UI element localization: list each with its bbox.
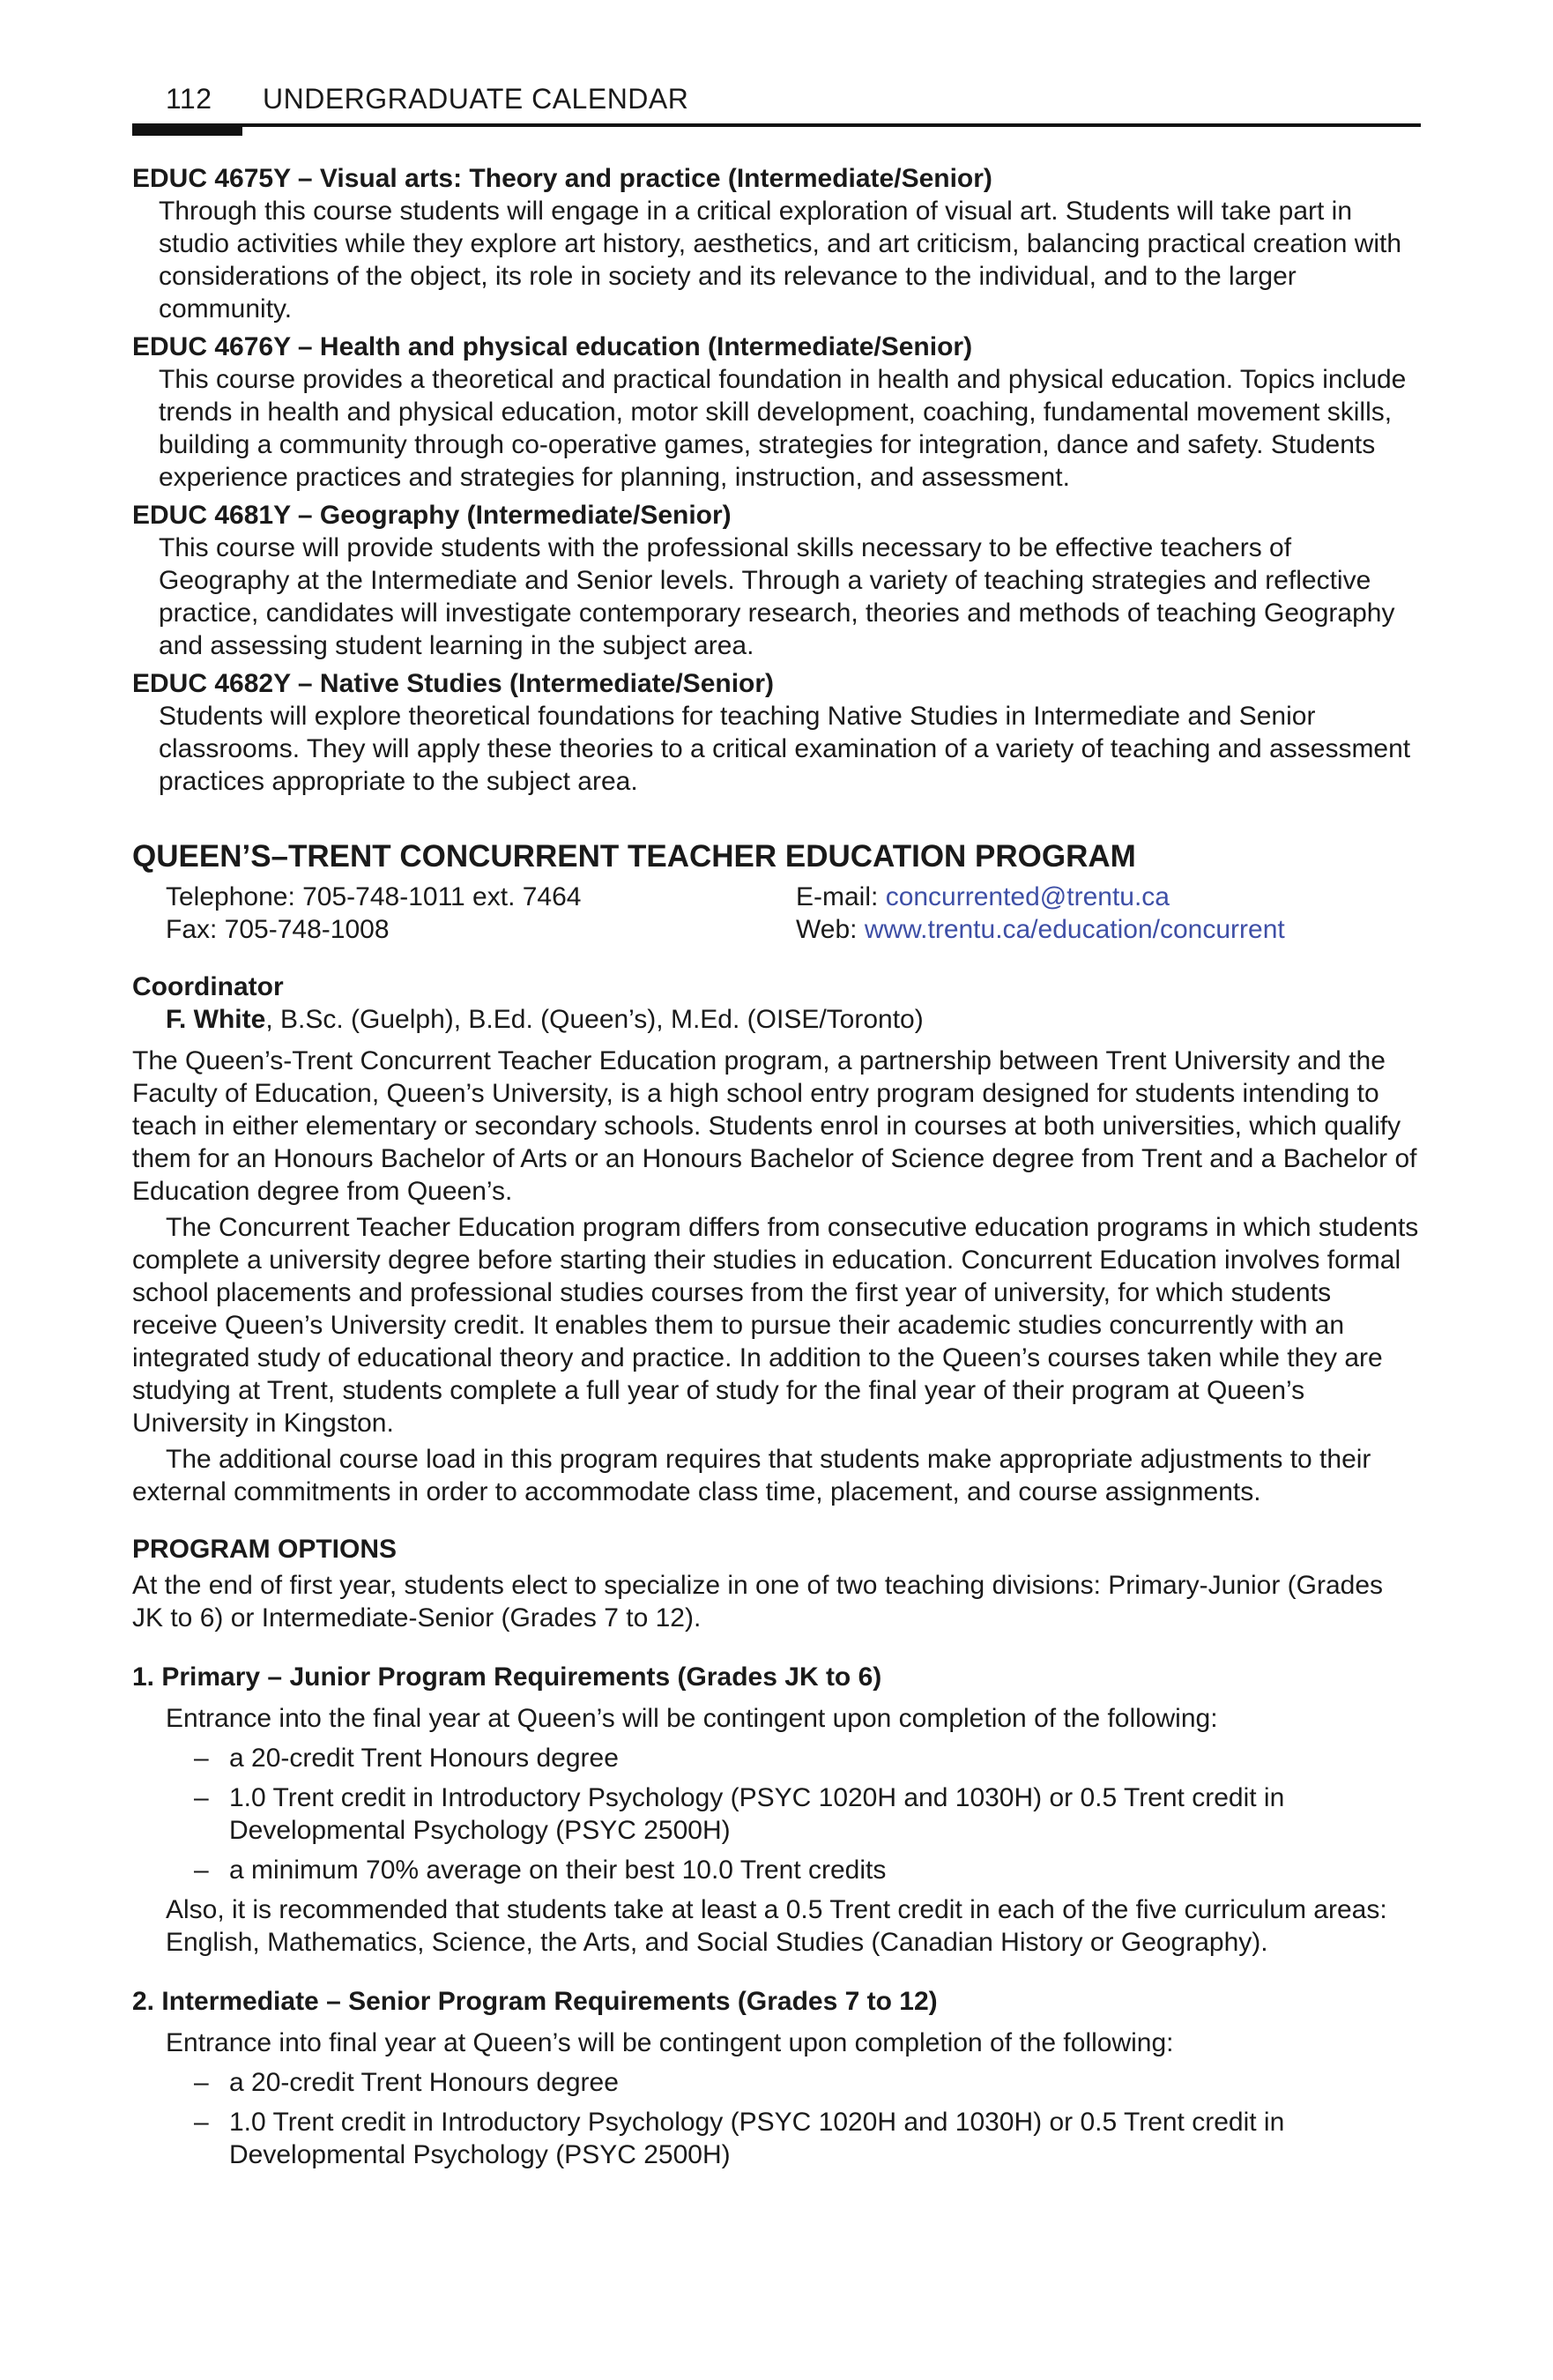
course-entry	[132, 499, 1421, 662]
dash-bullet: –	[194, 2068, 209, 2097]
program-paragraph: The additional course load in this program requires that students make appropriate adjustments to their external commitments in order to accommodate class time, placement, and course assignments.	[132, 1445, 1371, 1506]
course-description: This course will provide students with the professional skills necessary to be effective teachers of Geography at the Intermediate and Senior levels. Through a variety of teaching strategies and reflective practice, candidates will investigate contemporary research, theories and methods of teaching Geography and assessing student learning in the subject area.	[159, 533, 1395, 660]
list-item	[194, 2106, 1421, 2171]
course-title: EDUC 4682Y – Native Studies (Intermediate/Senior)	[132, 669, 775, 698]
primary-junior-intro: Entrance into the final year at Queen’s will be contingent upon completion of the following:	[166, 1704, 1218, 1733]
primary-junior-heading: 1. Primary – Junior Program Requirements (Grades JK to 6)	[132, 1662, 882, 1692]
program-options-heading: PROGRAM OPTIONS	[132, 1535, 398, 1564]
running-head-title: UNDERGRADUATE CALENDAR	[263, 83, 689, 115]
intermediate-senior-requirements	[132, 2066, 1421, 2171]
requirement-text: a minimum 70% average on their best 10.0 Trent credits	[229, 1856, 887, 1885]
course-description: This course provides a theoretical and practical foundation in health and physical education. Topics include trends in health and physical education, motor skill development, coaching, fundamental movement skills, building a community through co-operative games, strategies for integration, dance and safety. Students experience practices and strategies for planning, instruction, and assessment.	[159, 365, 1407, 492]
coordinator-credentials: , B.Sc. (Guelph), B.Ed. (Queen’s), M.Ed. (OISE/Toronto)	[265, 1005, 924, 1034]
program-heading: QUEEN’S–TRENT CONCURRENT TEACHER EDUCATION PROGRAM	[132, 839, 1136, 874]
list-item	[194, 1742, 1421, 1774]
course-description: Through this course students will engage in a critical exploration of visual art. Students will take part in studio activities while they explore art history, aesthetics, and art criticism, balancing practical creation with considerations of the object, its role in society and its relevance to the individual, and to the larger community.	[159, 197, 1402, 324]
requirement-text: 1.0 Trent credit in Introductory Psychology (PSYC 1020H and 1030H) or 0.5 Trent credit in Developmental Psychology (PSYC 2500H)	[229, 1783, 1285, 1845]
program-options-text: At the end of first year, students elect to specialize in one of two teaching divisions: Primary-Junior (Grades JK to 6) or Intermediate-Senior (Grades 7 to 12).	[132, 1571, 1384, 1633]
fax: Fax: 705-748-1008	[166, 915, 390, 944]
primary-junior-note: Also, it is recommended that students take at least a 0.5 Trent credit in each of the five curriculum areas: English, Mathematics, Science, the Arts, and Social Studies (Canadian History or Geography).	[166, 1895, 1387, 1957]
list-item	[194, 1781, 1421, 1847]
page-number: 112	[166, 83, 212, 115]
intermediate-senior-intro: Entrance into final year at Queen’s will be contingent upon completion of the following:	[166, 2028, 1174, 2057]
requirement-text: a 20-credit Trent Honours degree	[229, 2068, 619, 2097]
course-title: EDUC 4681Y – Geography (Intermediate/Senior)	[132, 501, 732, 530]
course-entry	[132, 162, 1421, 325]
course-entry	[132, 331, 1421, 494]
list-item	[194, 1854, 1421, 1886]
web-link[interactable]: www.trentu.ca/education/concurrent	[864, 915, 1285, 944]
intermediate-senior-heading: 2. Intermediate – Senior Program Requirements (Grades 7 to 12)	[132, 1987, 938, 2016]
email-line	[796, 881, 1421, 913]
email-label: E-mail:	[796, 882, 886, 911]
coordinator-line	[132, 1003, 1421, 1036]
contact-info	[132, 881, 1421, 946]
primary-junior-requirements	[132, 1742, 1421, 1886]
page-content	[132, 162, 1421, 2171]
dash-bullet: –	[194, 1744, 209, 1773]
running-head	[132, 78, 1421, 127]
web-label: Web:	[796, 915, 865, 944]
dash-bullet: –	[194, 2108, 209, 2137]
course-title: EDUC 4676Y – Health and physical education (Intermediate/Senior)	[132, 332, 973, 361]
course-entry	[132, 667, 1421, 798]
requirement-text: a 20-credit Trent Honours degree	[229, 1744, 619, 1773]
program-paragraph: The Concurrent Teacher Education program differs from consecutive education programs in which students complete a university degree before starting their studies in education. Concurrent Education involves formal school placements and professional studies courses from the first year of university, for which students receive Queen’s University credit. It enables them to pursue their academic studies concurrently with an integrated study of educational theory and practice. In addition to the Queen’s courses taken while they are studying at Trent, students complete a full year of study for the final year of their program at Queen’s University in Kingston.	[132, 1213, 1419, 1438]
telephone: Telephone: 705-748-1011 ext. 7464	[166, 882, 582, 911]
course-title: EDUC 4675Y – Visual arts: Theory and practice (Intermediate/Senior)	[132, 164, 992, 193]
email-link[interactable]: concurrented@trentu.ca	[885, 882, 1170, 911]
calendar-page	[132, 78, 1421, 2169]
course-description: Students will explore theoretical foundations for teaching Native Studies in Intermediate and Senior classrooms. They will apply these theories to a critical examination of a variety of teaching and assessment practices appropriate to the subject area.	[159, 702, 1411, 796]
dash-bullet: –	[194, 1856, 209, 1885]
coordinator-name: F. White	[166, 1005, 266, 1034]
program-paragraph: The Queen’s-Trent Concurrent Teacher Education program, a partnership between Trent University and the Faculty of Education, Queen’s University, is a high school entry program designed for students intending to teach in either elementary or secondary schools. Students enrol in courses at both universities, which qualify them for an Honours Bachelor of Arts or an Honours Bachelor of Science degree from Trent and a Bachelor of Education degree from Queen’s.	[132, 1046, 1417, 1206]
requirement-text: 1.0 Trent credit in Introductory Psychology (PSYC 1020H and 1030H) or 0.5 Trent credit in Developmental Psychology (PSYC 2500H)	[229, 2108, 1285, 2169]
dash-bullet: –	[194, 1783, 209, 1812]
running-head-tab	[132, 123, 242, 136]
web-line	[796, 913, 1421, 946]
list-item	[194, 2066, 1421, 2099]
coordinator-heading: Coordinator	[132, 972, 284, 1001]
